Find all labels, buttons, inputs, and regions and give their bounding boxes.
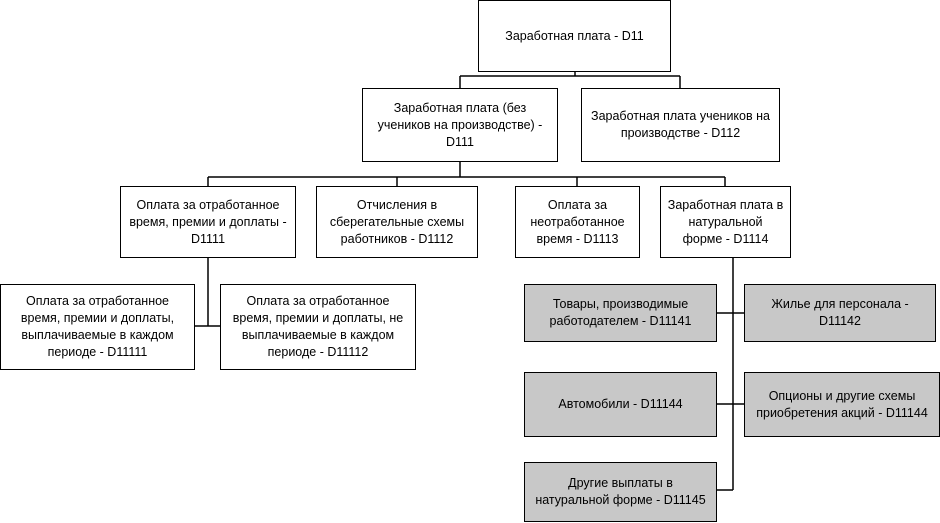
node-d11144-cars-label: Автомобили - D11144 bbox=[558, 397, 683, 411]
node-d1113 bbox=[515, 186, 640, 258]
node-d111 bbox=[362, 88, 558, 162]
node-d11142 bbox=[744, 284, 936, 342]
node-d111-label: Заработная плата (без учеников на производстве) - D111 bbox=[377, 100, 543, 149]
node-d11145 bbox=[524, 462, 717, 522]
node-d11144-options bbox=[744, 372, 940, 437]
node-d1113-label: Оплата за неотработанное время - D1113 bbox=[530, 197, 625, 246]
node-d11144-cars bbox=[524, 372, 717, 437]
node-d1114-label: Заработная плата в натуральной форме - D1114 bbox=[667, 197, 784, 246]
node-root bbox=[478, 0, 671, 72]
node-d11141 bbox=[524, 284, 717, 342]
node-d1112-label: Отчисления в сберегательные схемы работников - D1112 bbox=[329, 197, 465, 246]
node-d1111-label: Оплата за отработанное время, премии и доплаты - D1111 bbox=[129, 197, 287, 246]
node-d11144-options-label: Опционы и другие схемы приобретения акций - D11144 bbox=[756, 388, 928, 420]
node-d1112 bbox=[316, 186, 478, 258]
node-root-label: Заработная плата - D11 bbox=[505, 28, 644, 43]
node-d11111 bbox=[0, 284, 195, 370]
node-d112 bbox=[581, 88, 780, 162]
node-d11142-label: Жилье для персонала - D11142 bbox=[771, 297, 909, 328]
node-d11141-label: Товары, производимые работодателем - D11141 bbox=[549, 297, 692, 328]
node-d1114 bbox=[660, 186, 791, 258]
node-d11112 bbox=[220, 284, 416, 370]
node-d112-label: Заработная плата учеников на производстве - D112 bbox=[591, 109, 770, 140]
node-d11111-label: Оплата за отработанное время, премии и доплаты, выплачиваемые в каждом периоде - D11111 bbox=[20, 294, 175, 359]
node-d11145-label: Другие выплаты в натуральной форме - D11145 bbox=[535, 476, 706, 507]
node-d1111 bbox=[120, 186, 296, 258]
node-d11112-label: Оплата за отработанное время, премии и доплаты, не выплачиваемые в каждом периоде - D11112 bbox=[232, 294, 404, 359]
